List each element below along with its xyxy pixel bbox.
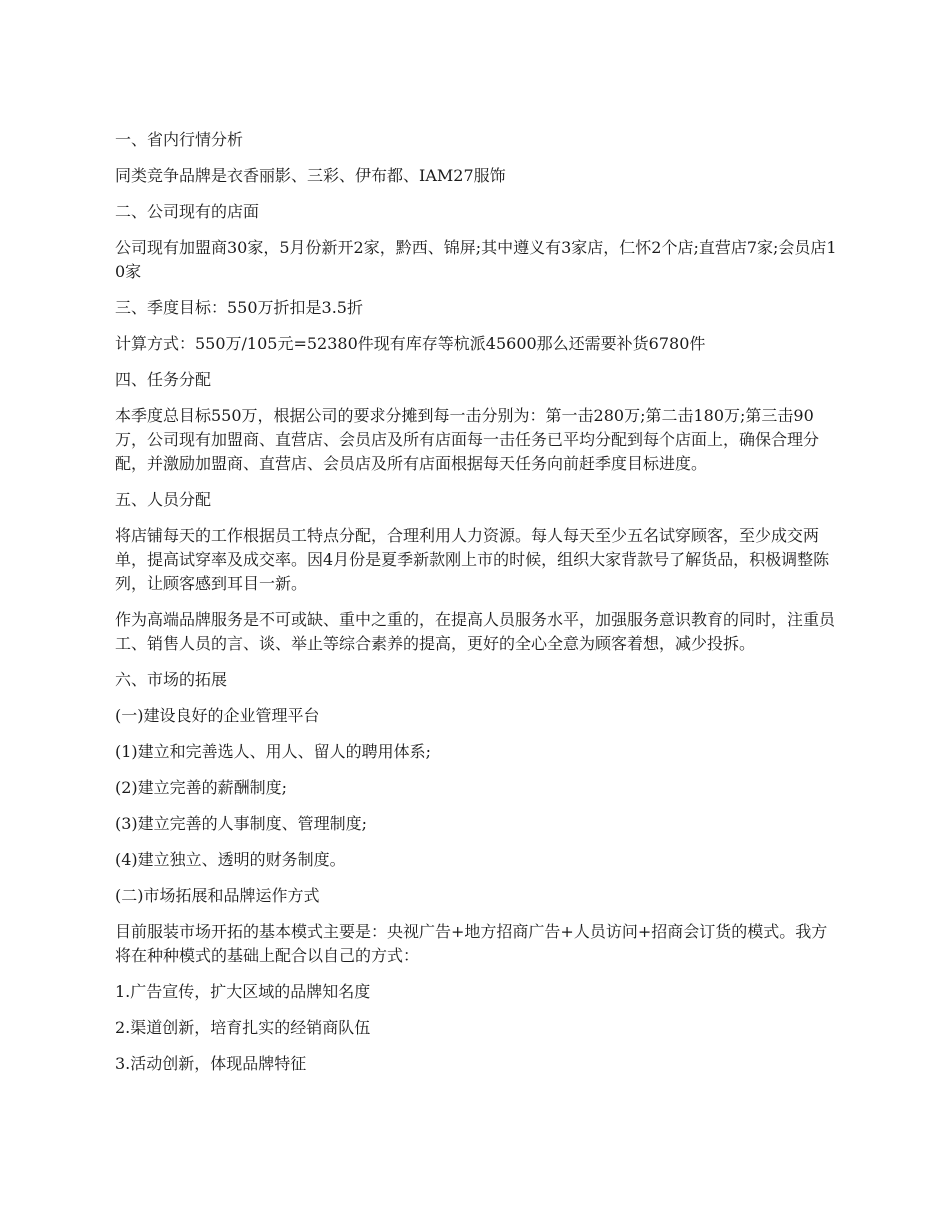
- paragraph-store-counts: 公司现有加盟商30家，5月份新开2家，黔西、锦屏;其中遵义有3家店，仁怀2个店;直营店7家;会员店10家: [115, 238, 837, 281]
- paragraph-service: 作为高端品牌服务是不可或缺、重中之重的，在提高人员服务水平，加强服务意识教育的同时，注重员工、销售人员的言、谈、举止等综合素养的提高，更好的全心全意为顾客着想，减少投拆。: [115, 610, 836, 653]
- list-item-activity-innovation: 3.活动创新，体现品牌特征: [115, 1054, 307, 1073]
- list-item-salary-system: (2)建立完善的薪酬制度;: [115, 778, 288, 797]
- paragraph-staff-work: 将店铺每天的工作根据员工特点分配，合理利用人力资源。每人每天至少五名试穿顾客，至少成交两单，提高试穿率及成交率。因4月份是夏季新款刚上市的时候，组织大家背款号了解货品，积极调整陈列，让顾客感到耳目一新。: [115, 526, 830, 593]
- document-page: [115, 128, 840, 1088]
- paragraph-competitors: 同类竞争品牌是衣香丽影、三彩、伊布都、IAM27服饰: [115, 166, 506, 185]
- section-heading-market-analysis: 一、省内行情分析: [115, 130, 244, 149]
- subheading-brand-operation: (二)市场拓展和品牌运作方式: [115, 886, 320, 905]
- paragraph-calculation: 计算方式：550万/105元=52380件现有库存等杭派45600那么还需要补货6780件: [115, 334, 706, 353]
- list-item-advertising: 1.广告宣传，扩大区域的品牌知名度: [115, 982, 371, 1001]
- section-heading-staff-allocation: 五、人员分配: [115, 490, 212, 509]
- paragraph-market-model: 目前服装市场开拓的基本模式主要是：央视广告+地方招商广告+人员访问+招商会订货的模式。我方将在种种模式的基础上配合以自己的方式：: [115, 922, 828, 965]
- section-heading-market-expansion: 六、市场的拓展: [115, 670, 228, 689]
- list-item-channel-innovation: 2.渠道创新，培育扎实的经销商队伍: [115, 1018, 371, 1037]
- list-item-finance-system: (4)建立独立、透明的财务制度。: [115, 850, 346, 869]
- subheading-management-platform: (一)建设良好的企业管理平台: [115, 706, 320, 725]
- section-heading-quarter-target: 三、季度目标：550万折扣是3.5折: [115, 298, 363, 317]
- section-heading-task-allocation: 四、任务分配: [115, 370, 212, 389]
- section-heading-stores: 二、公司现有的店面: [115, 202, 260, 221]
- list-item-personnel-system: (3)建立完善的人事制度、管理制度;: [115, 814, 368, 833]
- paragraph-task-allocation: 本季度总目标550万，根据公司的要求分摊到每一击分别为：第一击280万;第二击180万;第三击90万，公司现有加盟商、直营店、会员店及所有店面每一击任务已平均分配到每个店面上，确保合理分配，并激励加盟商、直营店、会员店及所有店面根据每天任务向前赶季度目标进度。: [115, 406, 820, 473]
- list-item-hiring-system: (1)建立和完善选人、用人、留人的聘用体系;: [115, 742, 432, 761]
